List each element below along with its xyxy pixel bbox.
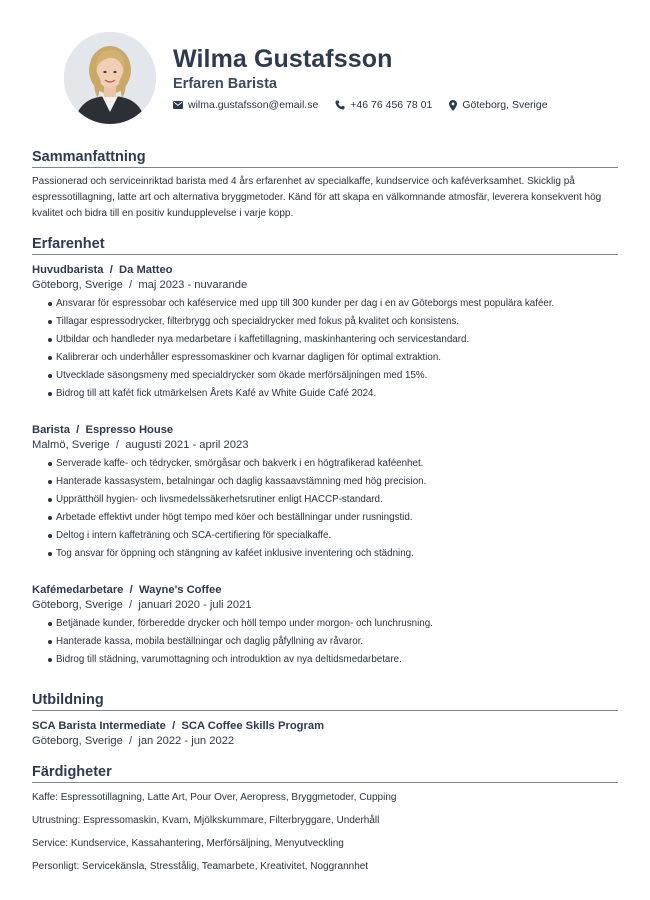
job-heading: Barista / Espresso House [32, 424, 174, 436]
summary-text: Passionerad och serviceinriktad barista med 4 års erfarenhet av specialkaffe, kundservice och kaféverksamhet. Skicklig på espressotillagning, latte art och alternativa bryggmetoder. Känd för att skapa en välkomnande atmosfär, leverera konsekvent hög kvalitet och bidra till en positiv kundupplevelse i varje kopp. [32, 176, 602, 219]
job-role: Huvudbarista [32, 264, 104, 276]
list-item: Utvecklade säsongsmeny med specialdrycker som ökade merförsäljningen med 15%. [48, 367, 618, 385]
education-degree: SCA Barista Intermediate [32, 720, 166, 732]
list-item: Bidrog till att kafét fick utmärkelsen Årets Kafé av White Guide Café 2024. [48, 385, 618, 403]
skill-line: Utrustning: Espressomaskin, Kvarn, Mjölkskummare, Filterbryggare, Underhåll [32, 815, 380, 826]
job-role: Barista [32, 424, 70, 436]
education-entry [32, 719, 618, 749]
contact-location [449, 98, 547, 112]
skill-line: Personligt: Servicekänsla, Stresstålig, Teamarbete, Kreativitet, Noggrannhet [32, 861, 369, 872]
summary-section [32, 148, 618, 222]
job-title-headline: Erfaren Barista [173, 76, 277, 92]
list-item: Utbildar och handleder nya medarbetare i kaffetillagning, maskinhantering och servicestandard. [48, 331, 618, 349]
job-entry [32, 263, 618, 403]
list-item: Arbetade effektivt under högt tempo med köer och beställningar under rusningstid. [48, 509, 618, 527]
list-item: Kalibrerar och underhåller espressomaskiner och kvarnar dagligen för optimal extraktion. [48, 349, 618, 367]
experience-heading: Erfarenhet [32, 235, 618, 255]
list-item: Deltog i intern kaffeträning och SCA-certifiering för specialkaffe. [48, 527, 618, 545]
list-item: Hanterade kassa, mobila beställningar och daglig påfyllning av råvaror. [48, 633, 618, 651]
education-degree-line: SCA Barista Intermediate / SCA Coffee Skills Program [32, 720, 325, 732]
contact-email[interactable] [173, 98, 318, 112]
resume-header [32, 0, 618, 140]
skills-heading: Färdigheter [32, 763, 618, 783]
list-item: Tillagar espressodrycker, filterbrygg och specialdrycker med fokus på kvalitet och konsistens. [48, 313, 618, 331]
job-entry [32, 583, 618, 669]
job-location: Göteborg, Sverige [32, 279, 123, 291]
avatar [64, 32, 156, 124]
list-item: Tog ansvar för öppning och stängning av kaféet inklusive inventering och städning. [48, 545, 618, 563]
list-item: Ansvarar för espressobar och kaféservice med upp till 300 kunder per dag i en av Göteborgs mest populära kaféer. [48, 295, 618, 313]
location-pin-icon [449, 100, 457, 111]
job-bullets [32, 295, 618, 403]
education-period: jan 2022 - jun 2022 [138, 735, 235, 747]
job-meta: Göteborg, Sverige / januari 2020 - juli 2021 [32, 599, 252, 611]
education-school: SCA Coffee Skills Program [181, 720, 325, 732]
mail-icon [173, 101, 183, 109]
job-company: Espresso House [85, 424, 174, 436]
phone-text: +46 76 456 78 01 [350, 99, 433, 111]
list-item: Serverade kaffe- och tédrycker, smörgåsar och bakverk i en högtrafikerad kaféenhet. [48, 455, 618, 473]
job-company: Wayne's Coffee [138, 584, 222, 596]
education-meta: Göteborg, Sverige / jan 2022 - jun 2022 [32, 735, 235, 747]
job-location: Göteborg, Sverige [32, 599, 123, 611]
skill-line: Service: Kundservice, Kassahantering, Merförsäljning, Menyutveckling [32, 838, 344, 849]
skills-list [32, 791, 618, 874]
job-company: Da Matteo [119, 264, 173, 276]
contact-phone[interactable] [335, 98, 432, 112]
skills-section [32, 763, 618, 874]
email-text: wilma.gustafsson@email.se [188, 99, 319, 111]
education-location: Göteborg, Sverige [32, 735, 123, 747]
list-item: Upprätthöll hygien- och livsmedelssäkerhetsrutiner enligt HACCP-standard. [48, 491, 618, 509]
job-bullets [32, 455, 618, 563]
job-bullets [32, 615, 618, 669]
job-period: augusti 2021 - april 2023 [125, 439, 249, 451]
education-heading: Utbildning [32, 691, 618, 711]
skill-line: Kaffe: Espressotillagning, Latte Art, Pour Over, Aeropress, Bryggmetoder, Cupping [32, 792, 397, 803]
list-item: Hanterade kassasystem, betalningar och daglig kassaavstämning med hög precision. [48, 473, 618, 491]
location-text: Göteborg, Sverige [462, 99, 548, 111]
job-heading: Kafémedarbetare / Wayne's Coffee [32, 584, 222, 596]
list-item: Betjänade kunder, förberedde drycker och höll tempo under morgon- och lunchrusning. [48, 615, 618, 633]
job-location: Malmö, Sverige [32, 439, 110, 451]
contact-info [173, 98, 565, 112]
job-heading: Huvudbarista / Da Matteo [32, 264, 173, 276]
job-meta: Göteborg, Sverige / maj 2023 - nuvarande [32, 279, 248, 291]
phone-icon [335, 100, 345, 110]
summary-heading: Sammanfattning [32, 148, 618, 168]
experience-section [32, 235, 618, 669]
education-section [32, 691, 618, 749]
job-period: januari 2020 - juli 2021 [138, 599, 252, 611]
job-role: Kafémedarbetare [32, 584, 124, 596]
job-entry [32, 423, 618, 563]
candidate-name: Wilma Gustafsson [173, 45, 393, 73]
job-period: maj 2023 - nuvarande [138, 279, 248, 291]
list-item: Bidrog till städning, varumottagning och introduktion av nya deltidsmedarbetare. [48, 651, 618, 669]
job-meta: Malmö, Sverige / augusti 2021 - april 2023 [32, 439, 249, 451]
